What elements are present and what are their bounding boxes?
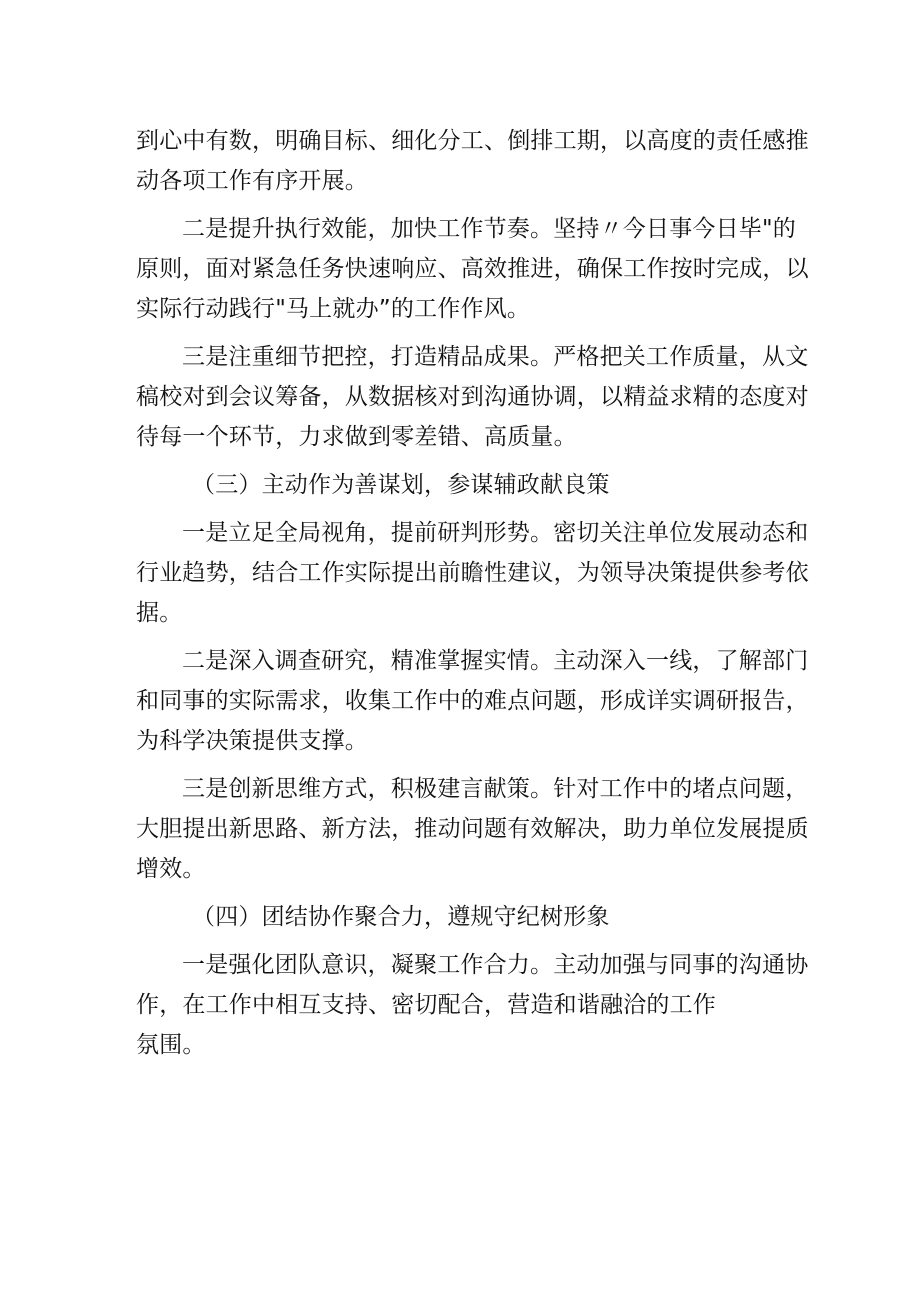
paragraph-line: 三是创新思维方式，积极建言献策。针对工作中的堵点问题，: [182, 776, 809, 802]
paragraph-line: 到心中有数，明确目标、细化分工、倒排工期，以高度的责任感推: [136, 128, 809, 154]
paragraph-line: 待每一个环节，力求做到零差错、高质量。: [136, 424, 577, 450]
paragraph-line: 氛围。: [136, 1032, 206, 1058]
paragraph-line: 和同事的实际需求，收集工作中的难点问题，形成详实调研报告，: [136, 688, 809, 714]
paragraph-line: 一是立足全局视角，提前研判形势。密切关注单位发展动态和: [182, 520, 809, 546]
paragraph-line: 原则，面对紧急任务快速响应、高效推进，确保工作按时完成，以: [136, 256, 809, 282]
paragraph-line: 实际行动践行"马上就办”的工作作风。: [136, 296, 531, 322]
paragraph-line: 大胆提出新思路、新方法，推动问题有效解决，助力单位发展提质: [136, 816, 809, 842]
section-heading: （四）团结协作聚合力，遵规守纪树形象: [192, 904, 610, 930]
paragraph-line: 作，在工作中相互支持、密切配合，营造和谐融洽的工作: [136, 992, 716, 1018]
paragraph-line: 动各项工作有序开展。: [136, 168, 368, 194]
paragraph-line: 行业趋势，结合工作实际提出前瞻性建议，为领导决策提供参考依: [136, 560, 809, 586]
paragraph-line: 一是强化团队意识，凝聚工作合力。主动加强与同事的沟通协: [182, 952, 809, 978]
paragraph-line: 二是提升执行效能，加快工作节奏。坚持〃今日事今日毕"的: [182, 216, 796, 242]
paragraph-line: 据。: [136, 600, 183, 626]
paragraph-line: 二是深入调查研究，精准掌握实情。主动深入一线，了解部门: [182, 648, 809, 674]
document-body: [136, 121, 809, 1065]
paragraph-line: 三是注重细节把控，打造精品成果。严格把关工作质量，从文: [182, 344, 809, 370]
paragraph-line: 为科学决策提供支撑。: [136, 728, 368, 754]
paragraph-line: 增效。: [136, 856, 206, 882]
paragraph-line: 稿校对到会议筹备，从数据核对到沟通协调，以精益求精的态度对: [136, 384, 809, 410]
section-heading: （三）主动作为善谋划，参谋辅政献良策: [192, 472, 610, 498]
